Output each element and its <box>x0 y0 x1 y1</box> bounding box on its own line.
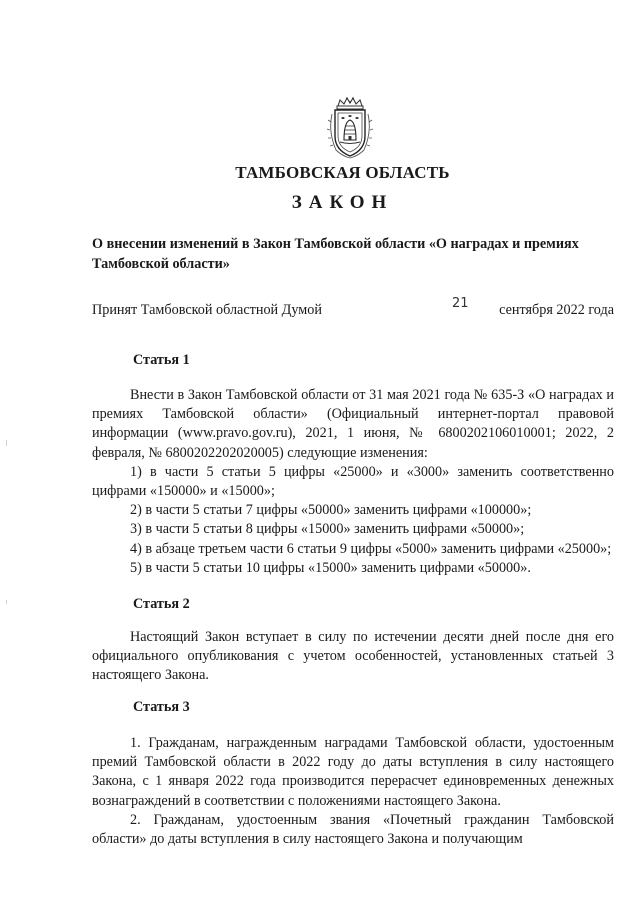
article-3-item: 2. Гражданам, удостоенным звания «Почетный гражданин Тамбовской области» до даты вступления в силу настоящего Закона и получающим <box>92 811 614 848</box>
article-1-intro: Внести в Закон Тамбовской области от 31 мая 2021 года № 635-З «О наградах и премиях Тамбовской области» (Официальный интернет-портал правовой информации (www.pravo.gov.ru), 2021, 1 июня, № 6800202106010001; 2022, 2 февраля, № 6800202202020005) следующие изменения: <box>92 387 614 461</box>
adoption-line <box>92 296 614 323</box>
adoption-label: Принят Тамбовской областной Думой <box>92 302 322 318</box>
adoption-date: сентября 2022 года <box>499 302 614 318</box>
article-1-item: 2) в части 5 статьи 7 цифры «50000» заменить цифрами «100000»; <box>130 502 532 519</box>
article-1-heading: Статья 1 <box>133 352 190 368</box>
article-3-body <box>92 734 614 849</box>
article-2-text: Настоящий Закон вступает в силу по истечении десяти дней после дня его официального опубликования с учетом особенностей, установленных статьей 3 настоящего Закона. <box>92 629 614 684</box>
document-type-title: ЗАКОН <box>291 192 394 213</box>
article-1-item: 3) в части 5 статьи 8 цифры «15000» заменить цифрами «50000»; <box>130 521 525 538</box>
article-1-body <box>92 386 614 578</box>
article-1-item: 1) в части 5 статьи 5 цифры «25000» и «3000» заменить соответственно цифрами «150000» и «15000»; <box>92 463 614 500</box>
article-2-heading: Статья 2 <box>133 596 190 612</box>
scan-artifact <box>6 600 7 604</box>
article-3-item: 1. Гражданам, награжденным наградами Тамбовской области, удостоенным премий Тамбовской области в 2022 году до даты вступления в силу настоящего Закона, с 1 января 2022 года производится перерасчет единовременных денежных вознаграждений в соответствии с положениями настоящего Закона. <box>92 735 614 809</box>
article-1-item: 5) в части 5 статьи 10 цифры «15000» заменить цифрами «50000». <box>130 559 531 576</box>
article-3-heading: Статья 3 <box>133 699 190 715</box>
law-subject: О внесении изменений в Закон Тамбовской области «О наградах и премиях Тамбовской области» <box>92 236 579 272</box>
scan-artifact <box>6 440 7 446</box>
region-title: ТАМБОВСКАЯ ОБЛАСТЬ <box>235 163 450 182</box>
adoption-day: 21 <box>452 296 469 311</box>
article-1-item: 4) в абзаце третьем части 6 статьи 9 цифры «5000» заменить цифрами «25000»; <box>130 540 612 557</box>
article-2-body <box>92 628 614 686</box>
tambov-coat-of-arms-icon <box>322 96 378 162</box>
